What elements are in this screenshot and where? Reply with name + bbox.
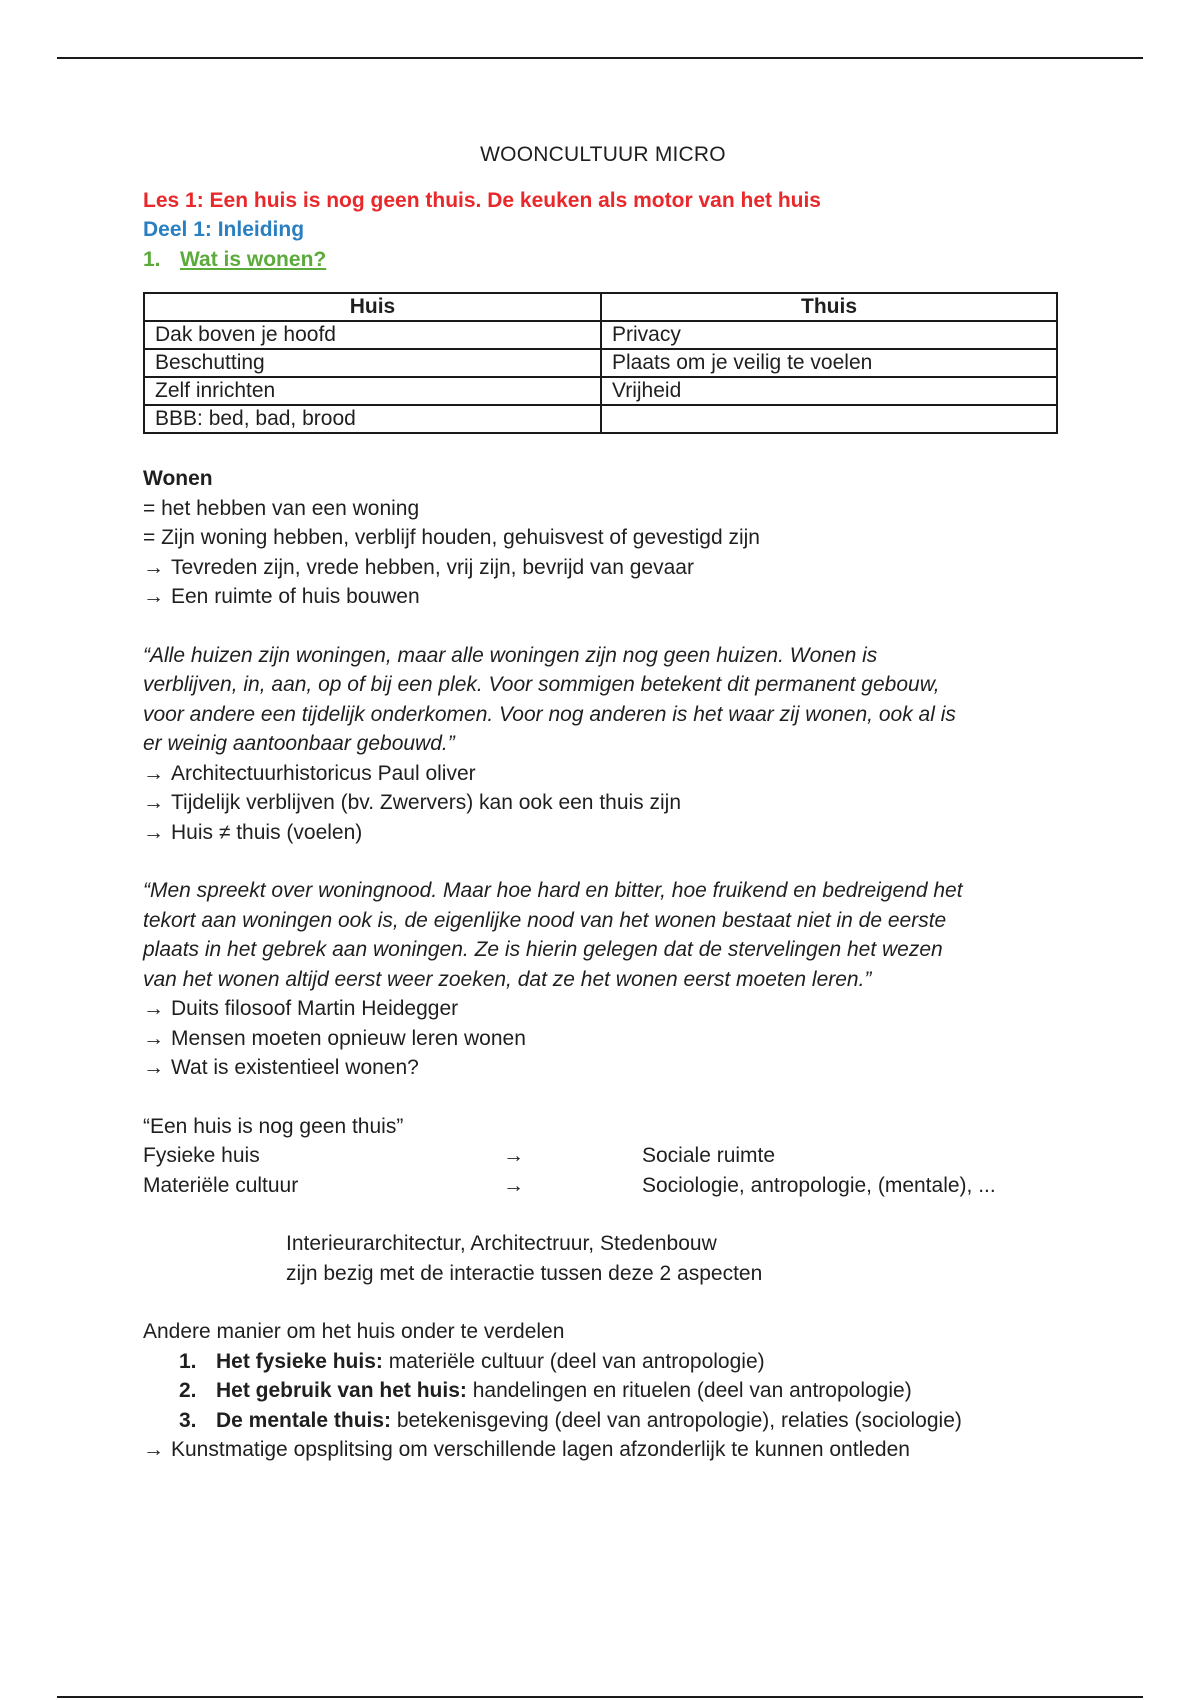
table-header-row [144,293,1057,321]
huis-thuis-pairs [143,1112,1063,1201]
arrow-line: → Kunstmatige opsplitsing om verschillende lagen afzonderlijk te kunnen ontleden [143,1435,1063,1465]
table-row [144,349,1057,377]
quote-line: tekort aan woningen ook is, de eigenlijke nood van het wonen bestaat niet in de eerste [143,908,947,932]
arrow-icon: → [143,997,164,1020]
table-cell: BBB: bed, bad, brood [144,405,601,433]
lesson-heading: Les 1: Een huis is nog geen thuis. De keuken als motor van het huis [143,188,821,212]
pair-right: Sociale ruimte [642,1144,776,1167]
list-item: 3. De mentale thuis: betekenisgeving (deel van antropologie), relaties (sociologie) [179,1408,962,1432]
division-list [143,1347,1063,1436]
arrow-icon: → [503,1173,524,1197]
table-cell: Zelf inrichten [144,377,601,405]
arrow-icon: → [143,761,164,785]
arrow-icon: → [143,1026,164,1050]
quote-heidegger [143,876,1063,994]
section-title: Wat is wonen? [180,247,327,271]
top-rule [57,57,1143,59]
list-item: 2. Het gebruik van het huis: handelingen en rituelen (deel van antropologie) [179,1379,912,1402]
pair-row [143,1141,1063,1171]
table-cell: Plaats om je veilig te voelen [601,349,1057,377]
pair-row [143,1171,1063,1201]
table-row [144,405,1057,433]
disciplines-note [286,1229,1063,1288]
quote-line: van het wonen altijd eerst weer zoeken, dat ze het wonen eerst moeten leren.” [143,967,872,991]
section-heading [143,245,1063,275]
arrow-line: → Architectuurhistoricus Paul oliver [143,759,1063,789]
arrow-line: → Tijdelijk verblijven (bv. Zwervers) kan ook een thuis zijn [143,788,1063,818]
table-cell: Dak boven je hoofd [144,321,601,349]
quote-line: plaats in het gebrek aan woningen. Ze is hierin gelegen dat de stervelingen het wezen [143,938,943,961]
pair-left: Fysieke huis [143,1144,260,1167]
quote-line: verblijven, in, aan, op of bij een plek. Voor sommigen betekent dit permanent gebouw, [143,673,940,696]
document-page [143,140,1063,1465]
arrow-icon: → [143,1438,164,1461]
quote-line: “Alle huizen zijn woningen, maar alle woningen zijn nog geen huizen. Wonen is [143,643,878,667]
table-cell: Privacy [601,321,1057,349]
pair-right: Sociologie, antropologie, (mentale), ... [642,1173,996,1197]
bottom-rule [57,1696,1143,1698]
quote-oliver [143,641,1063,759]
arrow-icon: → [503,1144,524,1167]
arrow-line: → Tevreden zijn, vrede hebben, vrij zijn, bevrijd van gevaar [143,553,1063,583]
arrow-line: → Huis ≠ thuis (voelen) [143,818,1063,848]
definition-line: = het hebben van een woning [143,496,420,520]
arrow-icon: → [143,791,164,814]
arrow-line: → Een ruimte of huis bouwen [143,582,1063,612]
arrow-icon: → [143,555,164,579]
list-item: 1. Het fysieke huis: materiële cultuur (deel van antropologie) [179,1349,765,1373]
table-cell: Beschutting [144,349,601,377]
quote-line: er weinig aantoonbaar gebouwd.” [143,732,455,755]
arrow-icon: → [143,1056,164,1079]
huis-thuis-table [143,292,1058,434]
arrow-icon: → [143,820,164,844]
table-row [144,377,1057,405]
pair-left: Materiële cultuur [143,1173,299,1197]
division-intro: Andere manier om het huis onder te verdelen [143,1320,565,1343]
quote-line: “Men spreekt over woningnood. Maar hoe hard en bitter, hoe fruikend en bedreigend het [143,879,963,902]
arrow-line: → Wat is existentieel wonen? [143,1053,1063,1083]
wonen-term: Wonen [143,467,213,490]
pairs-heading: “Een huis is nog geen thuis” [143,1114,404,1138]
definition-line: = Zijn woning hebben, verblijf houden, gehuisvest of gevestigd zijn [143,526,760,549]
table-cell: Vrijheid [601,377,1057,405]
table-header-cell: Huis [144,293,601,321]
table-row [144,321,1057,349]
note-line: Interieurarchitectur, Architectruur, Stedenbouw [286,1232,717,1255]
section-number: 1. [143,247,161,271]
document-title: WOONCULTUUR MICRO [480,143,726,166]
arrow-line: → Mensen moeten opnieuw leren wonen [143,1024,1063,1054]
table-header-cell: Thuis [601,293,1057,321]
arrow-line: → Duits filosoof Martin Heidegger [143,994,1063,1024]
part-heading: Deel 1: Inleiding [143,218,305,241]
table-cell [601,405,1057,433]
note-line: zijn bezig met de interactie tussen deze 2 aspecten [286,1261,763,1285]
quote-line: voor andere een tijdelijk onderkomen. Voor nog anderen is het waar zij wonen, ook al is [143,702,956,726]
arrow-icon: → [143,585,164,608]
